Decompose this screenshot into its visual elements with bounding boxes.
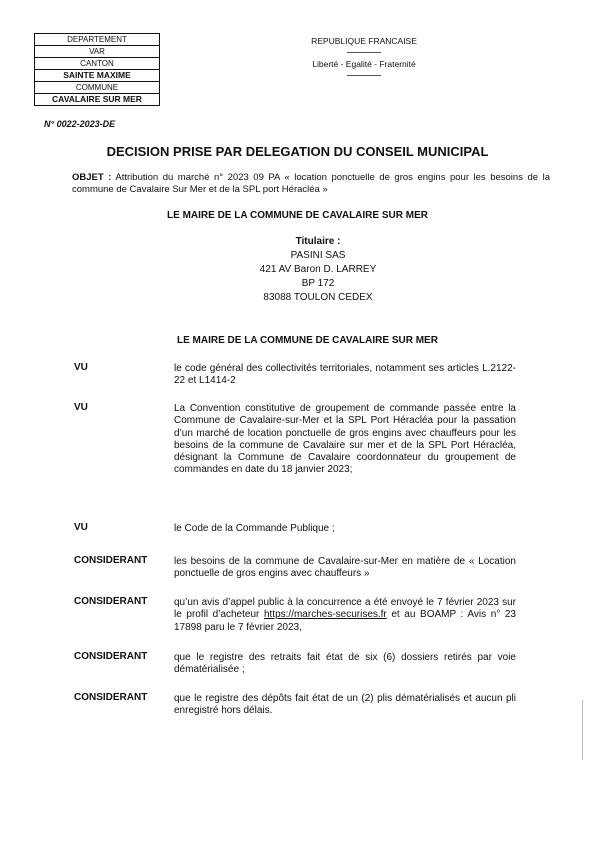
republic-name: REPUBLIQUE FRANCAISE [311,36,417,46]
titulaire-address: 83088 TOULON CEDEX [263,292,373,303]
clause-label: CONSIDERANT [74,692,148,703]
titulaire-name: PASINI SAS [290,250,346,261]
clause-text: que le registre des dépôts fait état de un (2) plis dématérialisés et aucun pli enregistré hors délais. [174,693,516,717]
objet-label: OBJET : [72,172,112,183]
admin-row: VAR [35,46,160,58]
clause-label: VU [74,362,88,373]
clause-text-part: qu’un avis d’appel public à la concurrence a été envoyé le 7 février 2023 sur le profil d’acheteur [174,597,516,621]
admin-row: DEPARTEMENT [35,34,160,46]
admin-row: SAINTE MAXIME [35,70,160,82]
maire-heading: LE MAIRE DE LA COMMUNE DE CAVALAIRE SUR MER [177,335,438,346]
divider [347,75,381,80]
clause-text: La Convention constitutive de groupement de commande passée entre la Commune de Cavalaire-sur-Mer et la SPL Port Héracléa pour la passation d’un marché de location ponctuelle de gros engins avec chauffeurs pour les besoins de la commune de Cavalaire sur mer et de la SPL Port Héracléa, désignant la Commune de Cavalaire coordonnateur du groupement de commandes en date du 18 janvier 2023; [174,403,516,476]
republic-header [296,34,432,80]
clause-text [174,597,516,634]
clause-text-part: et au BOAMP : Avis n° 23 17898 paru le 7 février 2023, [174,609,516,633]
maire-heading: LE MAIRE DE LA COMMUNE DE CAVALAIRE SUR MER [167,210,428,221]
titulaire-block [200,235,436,305]
clause-label: CONSIDERANT [74,555,148,566]
clause-label: CONSIDERANT [74,651,148,662]
objet-text: Attribution du marché n° 2023 09 PA « location ponctuelle de gros engins pour les besoins de la commune de Cavalaire Sur Mer et de la SPL port Héracléa » [72,172,550,195]
titulaire-label: Titulaire : [295,236,341,247]
decision-reference: N° 0022-2023-DE [44,119,116,129]
admin-row: COMMUNE [35,82,160,94]
clause-label: CONSIDERANT [74,596,148,607]
admin-row: CANTON [35,58,160,70]
clause-label: VU [74,402,88,413]
clause-text: que le registre des retraits fait état de six (6) dossiers retirés par voie dématérialisée ; [174,652,516,676]
clause-text: le Code de la Commande Publique ; [174,523,335,534]
clause-text: les besoins de la commune de Cavalaire-sur-Mer en matière de « Location ponctuelle de gros engins avec chauffeurs » [174,556,516,580]
scan-edge-mark [582,700,583,760]
clause-text: le code général des collectivités territoriales, notamment ses articles L.2122-22 et L1414-2 [174,363,516,387]
document-title: DECISION PRISE PAR DELEGATION DU CONSEIL MUNICIPAL [106,144,489,159]
titulaire-address: 421 AV Baron D. LARREY [259,264,377,275]
administrative-box [34,33,160,106]
admin-row: CAVALAIRE SUR MER [35,94,160,106]
clause-label: VU [74,522,88,533]
titulaire-address: BP 172 [301,278,335,289]
objet-paragraph [72,172,550,196]
acheteur-profile-link[interactable]: https://marches-securises.fr [263,609,387,621]
republic-motto: Liberté - Egalité - Fraternité [312,59,416,69]
